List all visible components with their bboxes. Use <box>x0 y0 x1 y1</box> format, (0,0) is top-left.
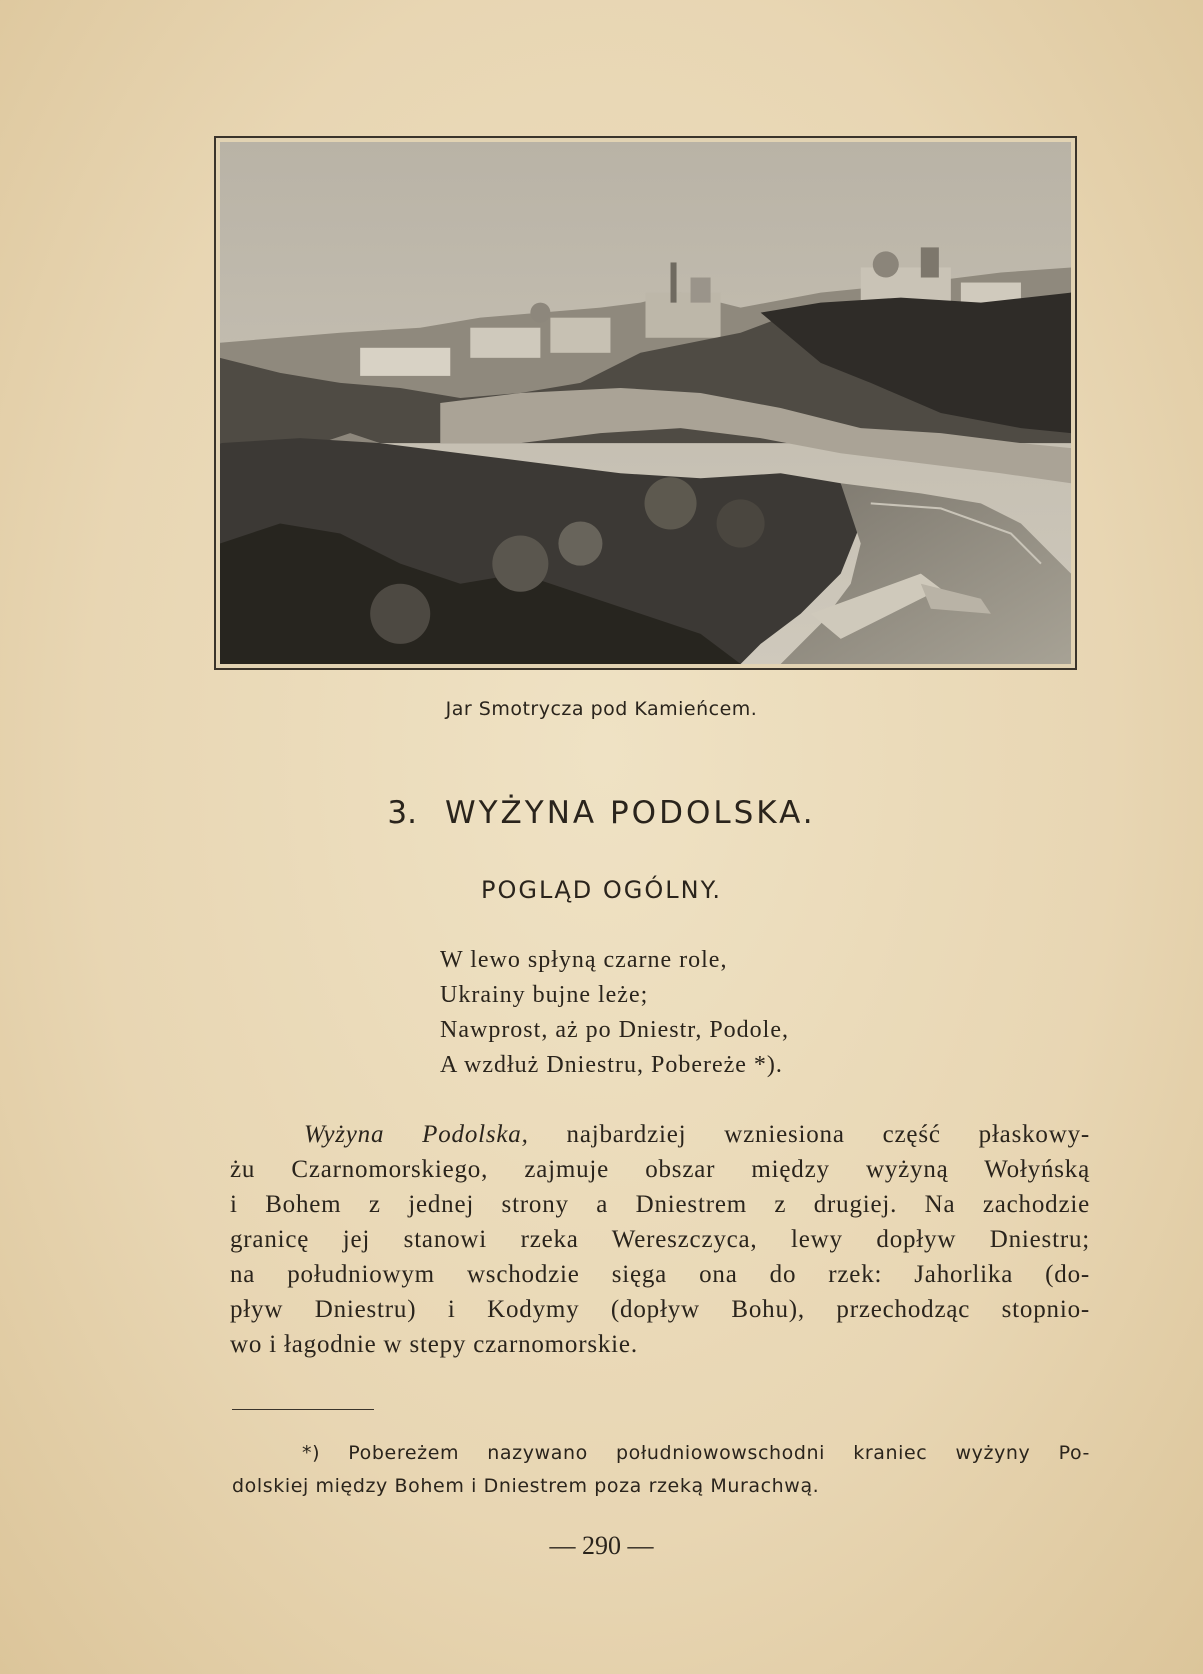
footnote-line: *) Pobereżem nazywano południowowschodni kraniec wyżyny Po- <box>302 1442 1090 1464</box>
paragraph-line: na południowym wschodzie sięga ona do rzek: Jahorlika (do- <box>230 1261 1090 1288</box>
poem-line: A wzdłuż Dniestru, Pobereże *). <box>440 1052 783 1078</box>
river-valley-photo <box>220 142 1071 664</box>
chapter-heading <box>0 795 1203 831</box>
chapter-title: WYŻYNA PODOLSKA. <box>444 795 816 831</box>
section-subheading: POGLĄD OGÓLNY. <box>481 876 722 904</box>
paragraph-line: Wyżyna Podolska, najbardziej wzniesiona część płaskowy- <box>304 1121 1090 1148</box>
poem-line: W lewo spłyną czarne role, <box>440 947 728 973</box>
page-number: — 290 — <box>549 1531 654 1560</box>
poem-line: Nawprost, aż po Dniestr, Podole, <box>440 1017 789 1043</box>
poem-quote <box>440 943 789 1083</box>
footnote-divider <box>232 1409 374 1410</box>
photo-caption: Jar Smotrycza pod Kamieńcem. <box>445 698 758 720</box>
chapter-number: 3. <box>387 795 417 831</box>
paragraph-line: pływ Dniestru) i Kodymy (dopływ Bohu), przechodząc stopnio- <box>230 1296 1090 1323</box>
paragraph-line: żu Czarnomorskiego, zajmuje obszar między wyżyną Wołyńską <box>230 1156 1090 1183</box>
paragraph-line: granicę jej stanowi rzeka Wereszczyca, lewy dopływ Dniestru; <box>230 1226 1090 1253</box>
poem-line: Ukrainy bujne leże; <box>440 982 649 1008</box>
footnote <box>232 1437 1090 1503</box>
paragraph-line: wo i łagodnie w stepy czarnomorskie. <box>230 1331 638 1358</box>
footnote-line: dolskiej między Bohem i Dniestrem poza rzeką Murachwą. <box>232 1475 820 1497</box>
italic-term: Wyżyna Podolska, <box>304 1121 529 1148</box>
paragraph-line: i Bohem z jednej strony a Dniestrem z drugiej. Na zachodzie <box>230 1191 1090 1218</box>
photograph <box>214 136 1077 670</box>
body-paragraph <box>230 1117 1090 1362</box>
